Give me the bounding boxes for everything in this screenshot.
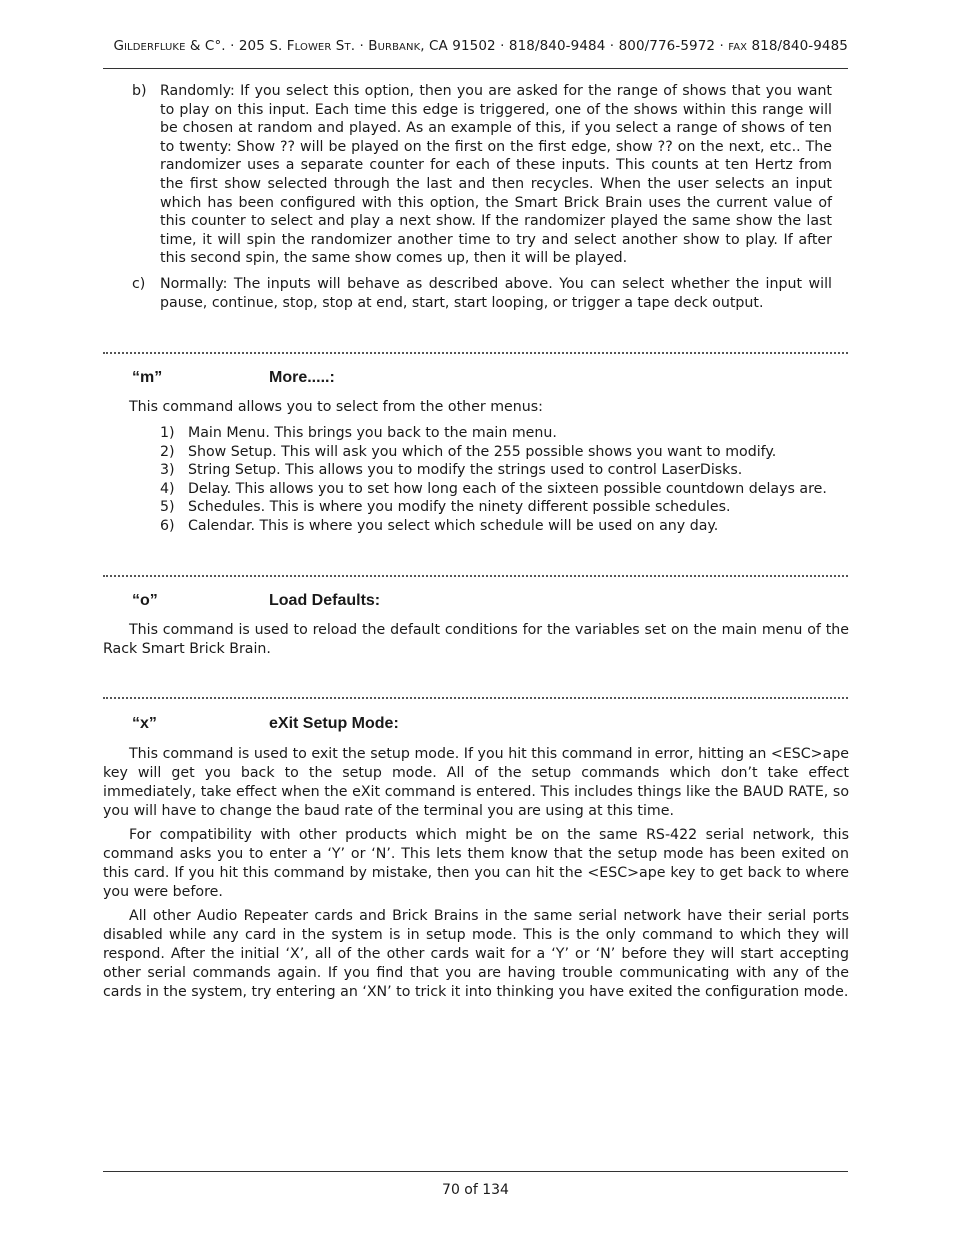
header-phones: , CA 91502 · 818/840-9484 · 800/776-5972 ·: [420, 38, 729, 54]
item-text: Normally: The inputs will behave as described above. You can select whether the input will pause, continue, stop, stop at end, start, start looping, or trigger a tape deck output.: [160, 276, 832, 311]
command-key-o: “o”: [132, 592, 158, 609]
header-rule: [103, 68, 848, 69]
header-city-initial: . · B: [350, 38, 378, 54]
list-text: String Setup. This allows you to modify the strings used to control LaserDisks.: [188, 462, 743, 478]
section-divider: [103, 352, 848, 354]
list-number: 6): [160, 517, 175, 534]
header-street: LOWER: [294, 42, 332, 53]
list-item-c: [132, 275, 832, 312]
list-number: 2): [160, 443, 175, 460]
header-company-suffix: & C°. · 205 S.: [185, 38, 287, 54]
list-text: Calendar. This is where you select which schedule will be used on any day.: [188, 517, 719, 534]
header-street-suffix: S: [331, 38, 345, 54]
header-company: ILDERFLUKE: [124, 42, 186, 53]
list-item: [160, 461, 850, 480]
section-divider: [103, 575, 848, 577]
footer-rule: [103, 1171, 848, 1172]
header-fax-number: 818/840-9485: [747, 38, 848, 54]
more-intro: This command allows you to select from the other menus:: [129, 399, 543, 415]
list-item: [160, 517, 850, 536]
list-item-b: [132, 82, 832, 268]
command-title-exit: eXit Setup Mode:: [269, 715, 399, 732]
exit-paragraph-1: This command is used to exit the setup mode. If you hit this command in error, hitting an <ESC>ape key will get you back to the setup mode. All of the setup commands which don’t take effect immediately, take effect when the eXit command is entered. This includes things like the BAUD RATE, so you will have to change the baud rate of the terminal you are using at this time.: [103, 746, 849, 819]
list-item: [160, 443, 850, 462]
exit-paragraph-3: All other Audio Repeater cards and Brick Brains in the same serial network have their serial ports disabled while any card in the system is in setup mode. This is the only command to which they will respond. After the initial ‘X’, all of the other cards wait for a ‘Y’ or ‘N’ before they will start accepting other serial commands again. If you find that you are having trouble communicating with any of the cards in the system, try entering an ‘XN’ to trick it into thinking you have exited the configuration mode.: [103, 908, 849, 1000]
menu-list: [160, 424, 850, 535]
list-text: Main Menu. This brings you back to the main menu.: [188, 425, 557, 441]
item-text: Randomly: If you select this option, then you are asked for the range of shows that you want to play on this input. Each time this edge is triggered, one of the shows within this range will be chosen at random and played. As an example of this, if you select a range of shows of ten to twenty: Show ?? will be played on the first on the first edge, show ?? on the next, etc.. The randomizer uses a separate counter for each of these inputs. This counts at ten Hertz from the first show selected through the last and then recycles. When the user selects an input which has been configured with this option, the Smart Brick Brain uses the current value of this counter to select and play a next show. If the randomizer played the same show the last time, it will spin the randomizer another time to try and select another show to play. If after this second spin, the same show comes up, then it will be played.: [160, 83, 832, 267]
exit-paragraph-2: For compatibility with other products which might be on the same RS-422 serial network, this command asks you to enter a ‘Y’ or ‘N’. This lets them know that the setup mode has been exited on this card. If you hit this command by mistake, then you can hit the <ESC>ape key to get back to where you were before.: [103, 827, 849, 900]
list-number: 5): [160, 499, 175, 515]
list-item: [160, 480, 850, 499]
item-label: c): [132, 276, 146, 292]
command-title-more: More.....:: [269, 369, 335, 386]
page-number: 70 of 134: [442, 1182, 509, 1198]
list-number: 4): [160, 480, 175, 497]
list-number: 1): [160, 425, 175, 441]
header-company-initial: G: [113, 38, 124, 54]
list-text: Schedules. This is where you modify the ninety different possible schedules.: [188, 499, 731, 515]
page-header: [103, 38, 848, 54]
list-text: Delay. This allows you to set how long each of the sixteen possible countdown delays are.: [188, 480, 827, 497]
section-divider: [103, 697, 848, 699]
item-label: b): [132, 83, 147, 99]
list-item: [160, 498, 850, 517]
command-title-load-defaults: Load Defaults:: [269, 592, 381, 609]
header-city: URBANK: [377, 42, 421, 53]
command-key-m: “m”: [132, 369, 163, 386]
header-fax-label: FAX: [728, 42, 748, 53]
list-item: [160, 424, 850, 443]
command-key-x: “x”: [132, 715, 157, 732]
header-street-abbrev: T: [344, 42, 351, 53]
list-text: Show Setup. This will ask you which of the 255 possible shows you want to modify.: [188, 443, 777, 460]
list-number: 3): [160, 462, 175, 478]
load-defaults-body: This command is used to reload the default conditions for the variables set on the main menu of the Rack Smart Brick Brain.: [103, 622, 849, 657]
header-street-initial: F: [286, 38, 295, 54]
